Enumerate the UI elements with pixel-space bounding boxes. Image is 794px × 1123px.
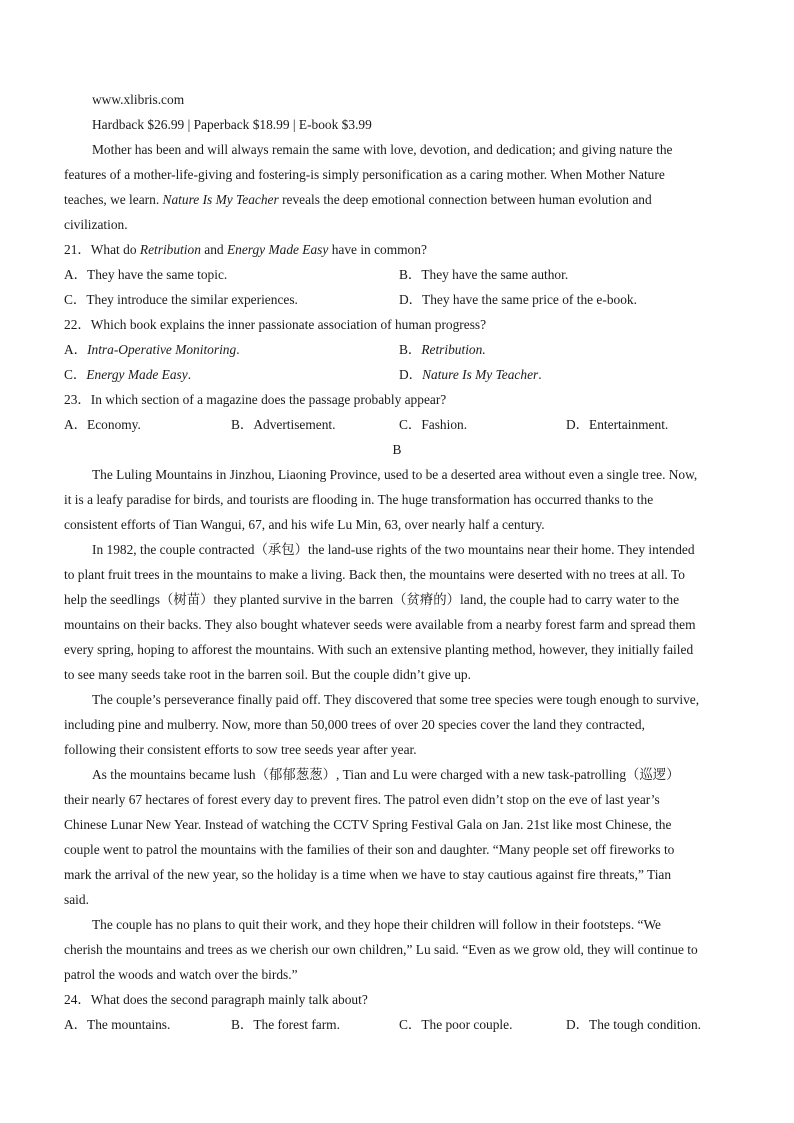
question-24-stem: 24．What does the second paragraph mainly talk about?	[64, 992, 368, 1007]
paragraph-line: features of a mother-life-giving and fostering-is simply personification as a caring mother. When Mother Nature	[64, 167, 665, 182]
option-21-d: D．They have the same price of the e-book.	[399, 292, 637, 307]
passage-line: to see many seeds take root in the barren soil. But the couple didn’t give up.	[64, 667, 471, 682]
passage-line: The couple’s perseverance finally paid off. They discovered that some tree species were tough enough to survive,	[92, 692, 700, 707]
option-23-b: B．Advertisement.	[231, 417, 336, 432]
book-title: Energy Made Easy	[226, 242, 329, 257]
option-21-b: B．They have the same author.	[399, 267, 569, 282]
option-label: A．	[64, 342, 88, 357]
option-label: B．	[399, 342, 422, 357]
passage-line: couple went to patrol the mountains with the families of their son and daughter. “Many people set off fireworks to	[64, 842, 675, 857]
option-21-a: A．They have the same topic.	[64, 267, 228, 282]
passage-line: said.	[64, 892, 89, 907]
passage-line: help the seedlings（树苗）they planted survive in the barren（贫瘠的）land, the couple had to carry water to the	[64, 592, 680, 607]
question-21-stem	[64, 237, 734, 262]
passage-line: The couple has no plans to quit their work, and they hope their children will follow in their footsteps. “We	[92, 917, 662, 932]
passage-line: to plant fruit trees in the mountains to make a living. Back then, the mountains were deserted with no trees at all. To	[64, 567, 685, 582]
book-url: www.xlibris.com	[92, 92, 185, 107]
option-23-a: A．Economy.	[64, 417, 141, 432]
passage-line: consistent efforts of Tian Wangui, 67, and his wife Lu Min, 63, over nearly half a century.	[64, 517, 545, 532]
passage-line: mountains on their backs. They also bought whatever seeds were available from a nearby forest farm and spread them	[64, 617, 696, 632]
question-22-stem: 22．Which book explains the inner passionate association of human progress?	[64, 317, 487, 332]
option-23-c: C．Fashion.	[399, 417, 468, 432]
option-label: C．	[64, 367, 87, 382]
text-span: 21．What do	[64, 242, 137, 257]
option-24-d: D．The tough condition.	[566, 1017, 702, 1032]
option-22-b	[399, 337, 486, 362]
option-dot: .	[538, 367, 542, 382]
option-24-c: C．The poor couple.	[399, 1017, 513, 1032]
option-24-a: A．The mountains.	[64, 1017, 171, 1032]
book-title: Retribution.	[421, 342, 486, 357]
passage-line: including pine and mulberry. Now, more than 50,000 trees of over 20 species cover the land they contracted,	[64, 717, 645, 732]
book-title: Nature Is My Teacher	[162, 192, 279, 207]
passage-line: following their consistent efforts to sow tree seeds year after year.	[64, 742, 417, 757]
passage-line: their nearly 67 hectares of forest every day to prevent fires. The patrol even didn’t stop on the eve of last year’s	[64, 792, 660, 807]
book-title: Retribution	[139, 242, 201, 257]
text-span: have in common?	[331, 242, 427, 257]
option-dot: .	[236, 342, 240, 357]
option-22-a	[64, 337, 240, 362]
passage-line: cherish the mountains and trees as we cherish our own children,” Lu said. “Even as we grow old, they will continue to	[64, 942, 698, 957]
passage-line: mark the arrival of the new year, so the holiday is a time when we have to stay cautious against fire threats,” Tian	[64, 867, 672, 882]
option-22-d	[399, 362, 542, 387]
section-heading: B	[392, 442, 402, 457]
paragraph-line	[64, 187, 734, 212]
passage-line: The Luling Mountains in Jinzhou, Liaoning Province, used to be a deserted area without even a single tree. Now,	[92, 467, 698, 482]
option-22-c	[64, 362, 191, 387]
option-21-c: C．They introduce the similar experiences.	[64, 292, 298, 307]
paragraph-line: civilization.	[64, 217, 128, 232]
paragraph-line: Mother has been and will always remain the same with love, devotion, and dedication; and giving nature the	[92, 142, 673, 157]
text-span: teaches, we learn.	[64, 192, 160, 207]
text-span: reveals the deep emotional connection between human evolution and	[282, 192, 652, 207]
passage-line: every spring, hoping to afforest the mountains. With such an extensive planting method, however, they initially failed	[64, 642, 694, 657]
book-title: Nature Is My Teacher	[422, 367, 539, 382]
book-title: Intra-Operative Monitoring	[87, 342, 237, 357]
question-23-stem: 23．In which section of a magazine does the passage probably appear?	[64, 392, 447, 407]
option-24-b: B．The forest farm.	[231, 1017, 340, 1032]
passage-line: As the mountains became lush（郁郁葱葱）, Tian and Lu were charged with a new task-patrolling（巡逻）	[92, 767, 680, 782]
book-title: Energy Made Easy	[86, 367, 188, 382]
passage-line: In 1982, the couple contracted（承包）the land-use rights of the two mountains near their home. They intended	[92, 542, 695, 557]
option-label: D．	[399, 367, 423, 382]
passage-line: it is a leafy paradise for birds, and tourists are flooding in. The huge transformation has occurred thanks to the	[64, 492, 654, 507]
book-prices: Hardback $26.99 | Paperback $18.99 | E-book $3.99	[92, 117, 372, 132]
passage-line: Chinese Lunar New Year. Instead of watching the CCTV Spring Festival Gala on Jan. 21st like most Chinese, the	[64, 817, 672, 832]
text-span: and	[204, 242, 224, 257]
option-dot: .	[187, 367, 192, 382]
option-23-d: D．Entertainment.	[566, 417, 669, 432]
passage-line: patrol the woods and watch over the birds.”	[64, 967, 298, 982]
